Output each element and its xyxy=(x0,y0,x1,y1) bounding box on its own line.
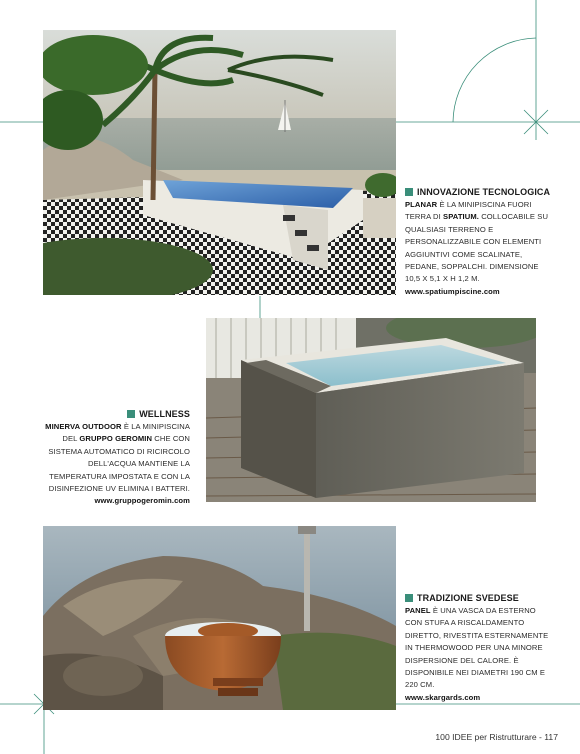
caption-panel xyxy=(405,592,555,704)
caption-text: MINERVA OUTDOOR È LA MINIPISCINA DEL GRUPPO GEROMIN CHE CON SISTEMA AUTOMATICO DI RICIRCOLO DELL'ACQUA MANTIENE LA TEMPERATURA IMPOSTATA E CON LA DISINFEZIONE UV ELIMINA I BATTERI. xyxy=(45,422,190,494)
caption-planar xyxy=(405,186,555,298)
caption-minerva xyxy=(40,408,190,508)
square-bullet-icon xyxy=(405,188,413,196)
photo-planar-pool xyxy=(43,30,396,295)
photo-panel-hot-tub xyxy=(43,526,396,710)
caption-text: PLANAR È LA MINIPISCINA FUORI TERRA DI SPATIUM. COLLOCABILE SU QUALSIASI TERRENO E PERSONALIZZABILE CON ELEMENTI AGGIUNTIVI COME SCALINATE, PEDANE, SOPPALCHI. DIMENSIONE 10,5 X 5,1 X H 1,2 M. xyxy=(405,200,549,284)
square-bullet-icon xyxy=(127,410,135,418)
website-link[interactable]: www.gruppogeromin.com xyxy=(94,496,190,506)
website-link[interactable]: www.spatiumpiscine.com xyxy=(405,286,500,296)
page-footer: 100 IDEE per Ristrutturare - 117 xyxy=(435,732,558,742)
website-link[interactable]: www.skargards.com xyxy=(405,692,481,702)
photo-minerva-outdoor xyxy=(206,318,536,502)
square-bullet-icon xyxy=(405,594,413,602)
section-heading: INNOVAZIONE TECNOLOGICA xyxy=(405,186,555,198)
caption-text: PANEL È UNA VASCA DA ESTERNO CON STUFA A RISCALDAMENTO DIRETTO, RIVESTITA ESTERNAMENTE IN THERMOWOOD PER UNA MINORE DISPERSIONE DEL CALORE. È DISPONIBILE NEI DIAMETRI 190 CM E 220 CM. xyxy=(405,606,549,690)
section-heading: TRADIZIONE SVEDESE xyxy=(405,592,555,604)
section-heading: WELLNESS xyxy=(40,408,190,420)
